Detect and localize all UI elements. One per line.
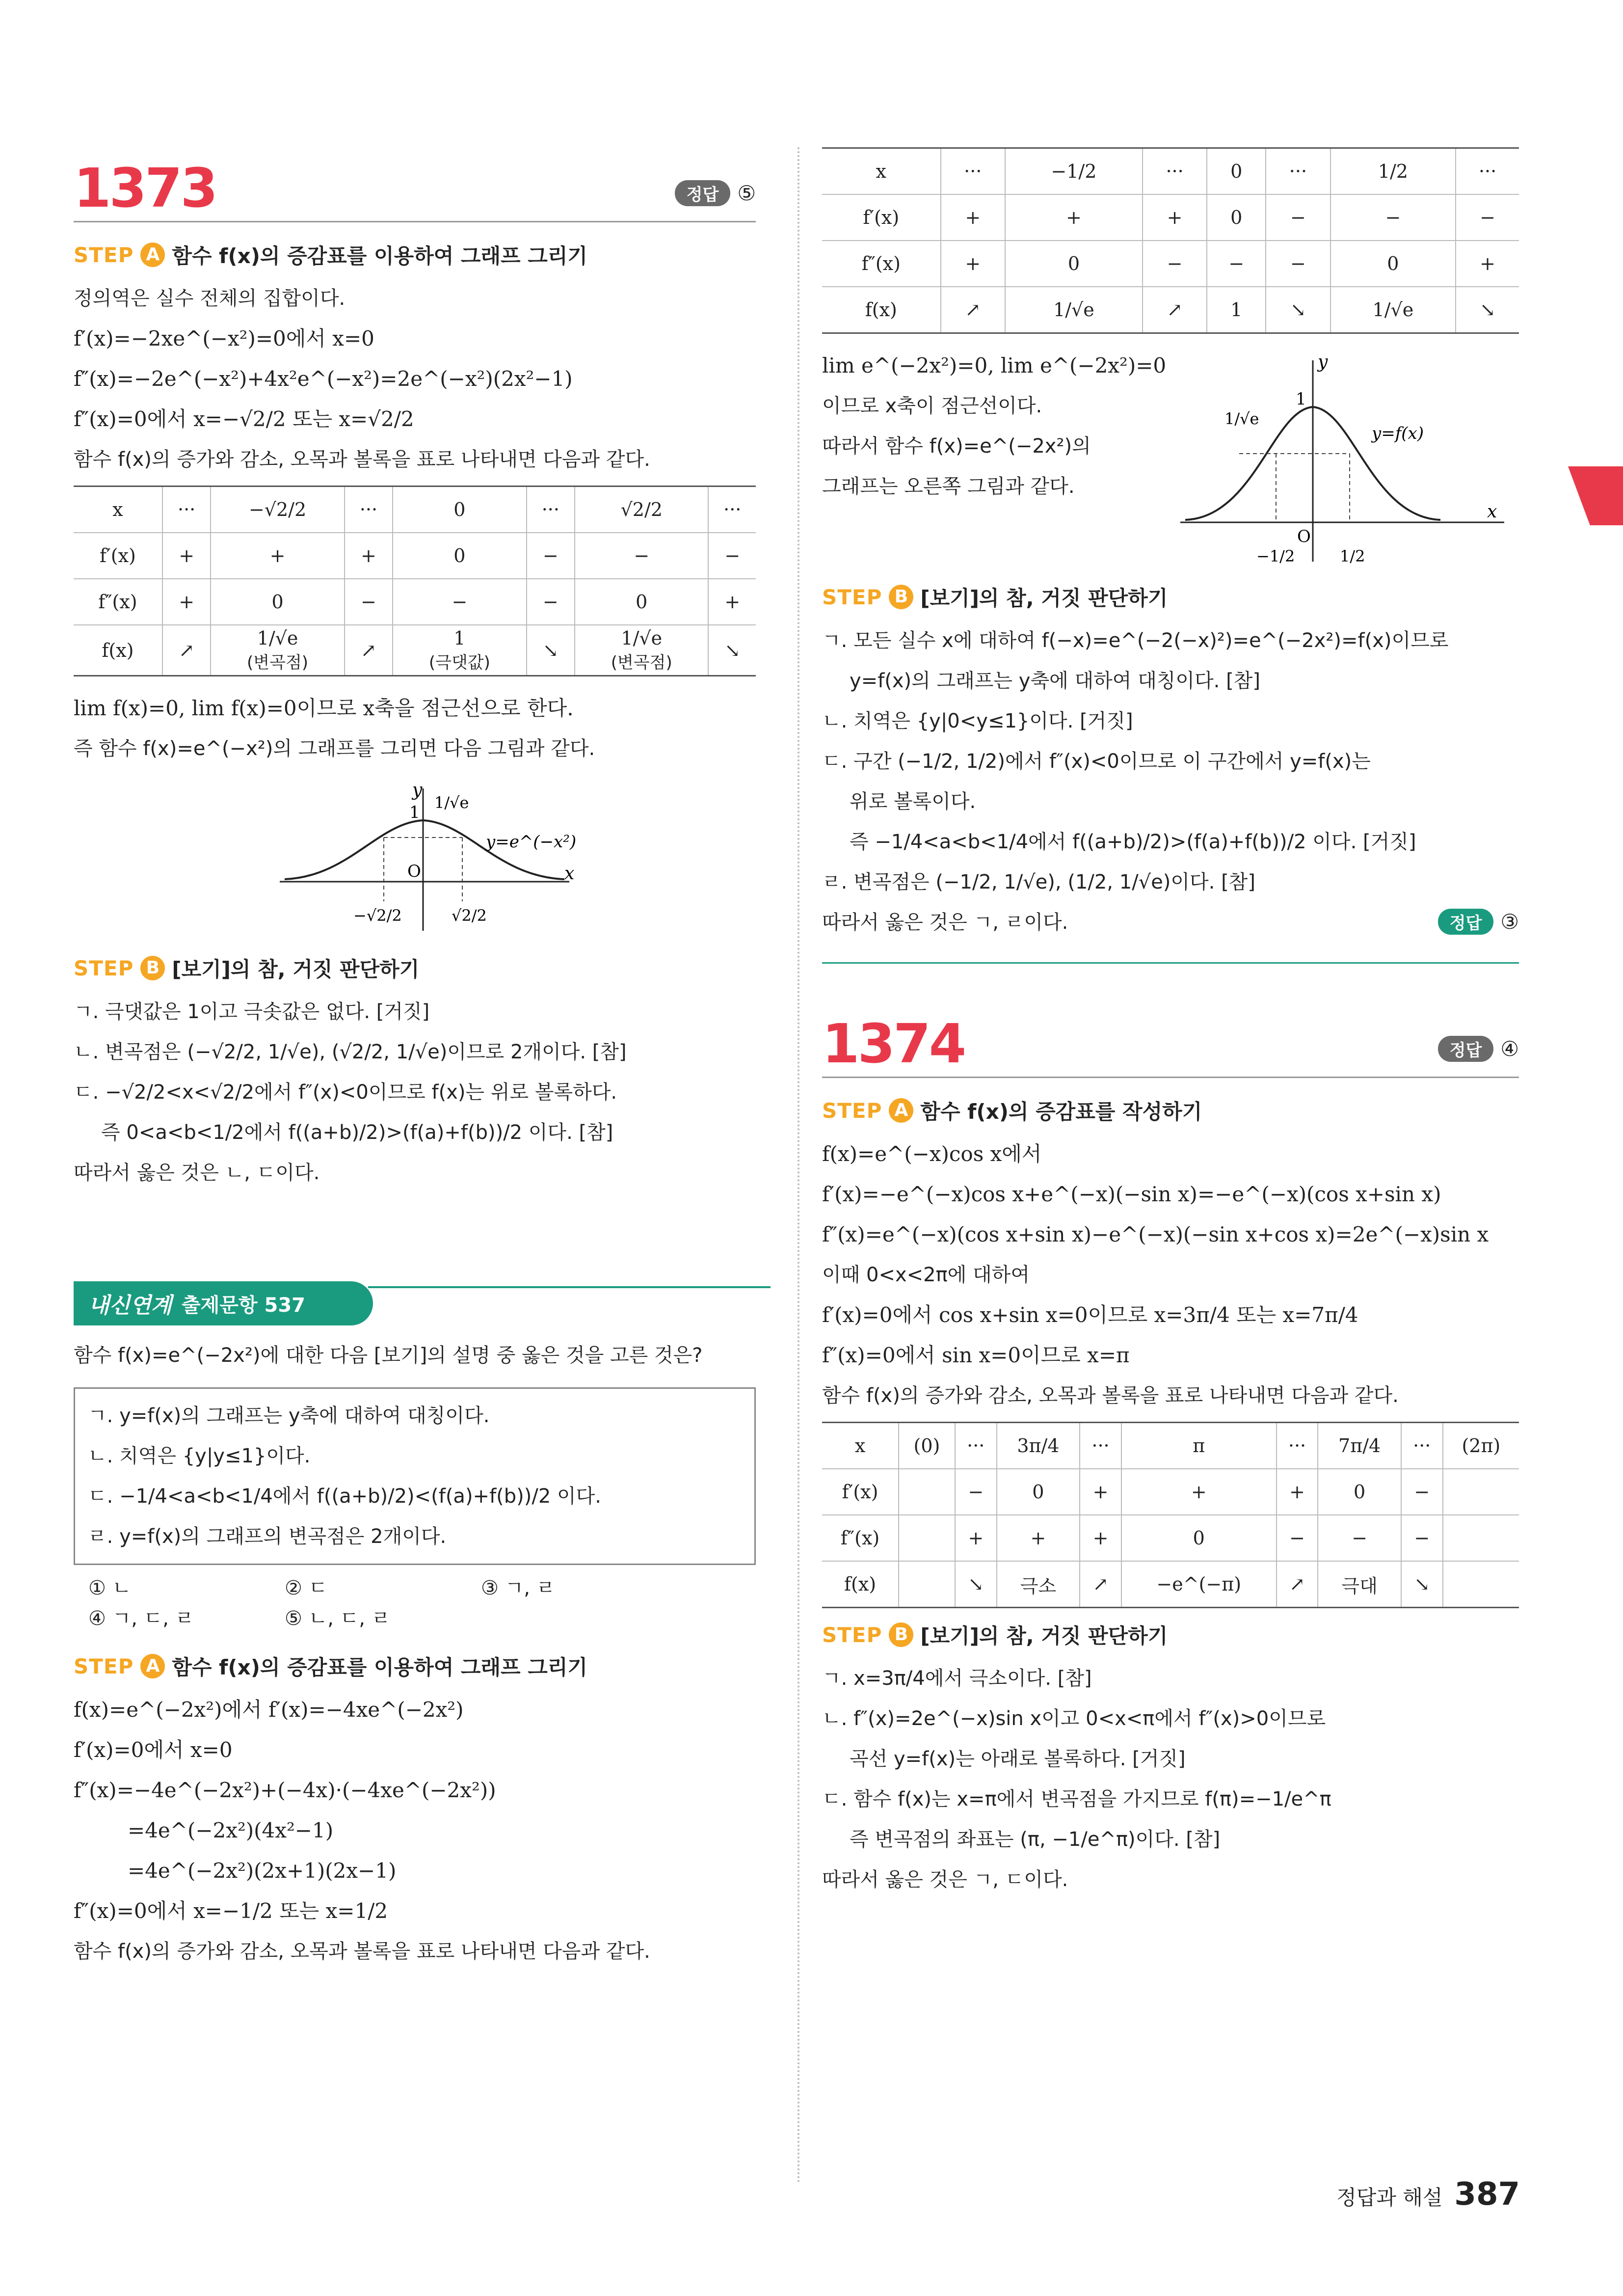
solution-line: 함수 f(x)의 증가와 감소, 오목과 볼록을 표로 나타내면 다음과 같다.	[74, 448, 650, 471]
solution-line: ㄴ. 치역은 {y|0<y≤1}이다. [거짓]	[822, 710, 1133, 732]
table-cell: x	[74, 486, 162, 533]
table-cell: +	[1456, 241, 1519, 287]
variation-table-537	[822, 147, 1519, 334]
conclusion-row	[822, 902, 1519, 943]
step-letter: A	[140, 1654, 165, 1678]
answer-value: ③	[1500, 910, 1519, 934]
solution-line: f″(x)=e^(−x)(cos x+sin x)−e^(−x)(−sin x+cos x)=2e^(−x)sin x	[822, 1222, 1489, 1246]
table-cell: 0	[1318, 1469, 1401, 1515]
table-cell: +	[1143, 194, 1207, 241]
table-cell: −	[1456, 194, 1519, 241]
question-text: 함수 f(x)=e^(−2x²)에 대한 다음 [보기]의 설명 중 옳은 것을 고른 것은?	[74, 1344, 703, 1367]
table-cell	[899, 1469, 955, 1515]
table-cell: −1/2	[1005, 148, 1143, 195]
banner-box	[74, 1281, 373, 1325]
step-letter: A	[140, 243, 165, 267]
table-cell: 1	[1207, 287, 1266, 333]
table-cell: +	[1005, 194, 1143, 241]
table-cell: f″(x)	[822, 241, 941, 287]
table-cell: ···	[1266, 148, 1330, 195]
table-cell: f″(x)	[74, 579, 162, 625]
table-cell: ↘	[527, 625, 575, 676]
table-cell: 7π/4	[1318, 1423, 1401, 1469]
table-cell: ↗	[1277, 1561, 1318, 1608]
step-title: [보기]의 참, 거짓 판단하기	[172, 957, 420, 981]
banner-rule	[368, 1286, 771, 1288]
top-value-label: 1	[1296, 389, 1306, 409]
table-cell: −	[955, 1469, 997, 1515]
solution-line: ㄷ. −√2/2<x<√2/2에서 f″(x)<0이므로 f(x)는 위로 볼록하다.	[74, 1081, 617, 1104]
table-cell: 0	[1207, 194, 1266, 241]
left-column	[74, 147, 756, 1972]
solution-line: ㄴ. f″(x)=2e^(−x)sin x이고 0<x<π에서 f″(x)>0이므로	[822, 1707, 1326, 1730]
choice-2[interactable]: ② ㄷ	[285, 1577, 328, 1599]
solution-line: 함수 f(x)의 증가와 감소, 오목과 볼록을 표로 나타내면 다음과 같다.	[822, 1384, 1399, 1407]
table-cell: −√2/2	[211, 486, 344, 533]
problem-1373-header	[74, 147, 756, 222]
solution-line: 즉 −1/4<a<b<1/4에서 f((a+b)/2)>(f(a)+f(b))/2 이다. [거짓]	[850, 831, 1416, 853]
top-value-label: 1	[409, 803, 420, 822]
table-cell: (0)	[899, 1423, 955, 1469]
step-tag: STEP	[74, 243, 134, 267]
solution-line: f″(x)=0에서 x=−√2/2 또는 x=√2/2	[74, 407, 414, 431]
answer-label: 정답	[675, 180, 731, 206]
table-cell	[899, 1561, 955, 1608]
step-title: 함수 f(x)의 증감표를 작성하기	[920, 1100, 1202, 1124]
table-row	[822, 1515, 1519, 1561]
bogi-box	[74, 1387, 756, 1565]
step-b-heading	[822, 1620, 1519, 1649]
solution-line: lim e^(−2x²)=0, lim e^(−2x²)=0	[822, 353, 1167, 378]
table-cell	[211, 625, 344, 676]
curve-label: y=f(x)	[1372, 424, 1424, 443]
table-cell: ↘	[708, 625, 756, 676]
step-b-body	[822, 1658, 1519, 1900]
table-cell	[899, 1515, 955, 1561]
step-tag: STEP	[822, 585, 882, 609]
solution-line: f″(x)=−2e^(−x²)+4x²e^(−x²)=2e^(−x²)(2x²−1)	[74, 367, 573, 391]
table-row	[822, 148, 1519, 195]
step-title: [보기]의 참, 거짓 판단하기	[920, 1624, 1168, 1648]
table-cell: ···	[1456, 148, 1519, 195]
curve-label: y=e^(−x²)	[486, 832, 577, 852]
table-cell: +	[211, 533, 344, 579]
x-label: x	[564, 864, 575, 884]
solution-line: y=f(x)의 그래프는 y축에 대하여 대칭이다. [참]	[850, 670, 1260, 692]
table-cell: −	[345, 579, 393, 625]
table-cell: 0	[1330, 241, 1456, 287]
bell-curve-graph-537	[1166, 346, 1509, 571]
step-tag: STEP	[822, 1098, 882, 1123]
y-label: y	[1318, 352, 1328, 372]
table-cell: +	[997, 1515, 1080, 1561]
table-row	[822, 241, 1519, 287]
solution-line: ㄱ. x=3π/4에서 극소이다. [참]	[822, 1667, 1092, 1690]
solution-line: f″(x)=0에서 sin x=0이므로 x=π	[822, 1343, 1130, 1367]
table-cell: ↗	[1143, 287, 1207, 333]
solution-line: 따라서 옳은 것은 ㄴ, ㄷ이다.	[74, 1162, 320, 1184]
solution-line: 즉 변곡점의 좌표는 (π, −1/e^π)이다. [참]	[850, 1828, 1221, 1851]
solution-line: =4e^(−2x²)(4x²−1)	[128, 1818, 334, 1842]
table-cell: ···	[1080, 1423, 1121, 1469]
limit-text	[822, 346, 1166, 507]
solution-line: 이때 0<x<2π에 대하여	[822, 1264, 1030, 1286]
table-row	[74, 625, 756, 676]
cell-value: 1	[453, 627, 466, 649]
table-cell: −e^(−π)	[1121, 1561, 1277, 1608]
table-cell: −	[527, 533, 575, 579]
solution-line: =4e^(−2x²)(2x+1)(2x−1)	[128, 1859, 397, 1883]
table-cell	[575, 625, 708, 676]
table-cell: 0	[211, 579, 344, 625]
table-cell: 0	[1121, 1515, 1277, 1561]
problem-number: 1373	[74, 157, 216, 219]
table-cell: 0	[1207, 148, 1266, 195]
table-cell	[393, 625, 526, 676]
solution-line: 따라서 함수 f(x)=e^(−2x²)의	[822, 435, 1091, 458]
step-a-body	[74, 278, 756, 480]
page-footer	[1336, 2176, 1520, 2213]
table-cell: ···	[941, 148, 1005, 195]
table-cell: −	[708, 533, 756, 579]
step-letter: B	[140, 956, 165, 980]
answer-label: 정답	[1438, 909, 1494, 935]
step-letter: B	[889, 1622, 913, 1647]
solution-line: f′(x)=−2xe^(−x²)=0에서 x=0	[74, 326, 374, 351]
step-b-body	[74, 992, 756, 1193]
solution-line: f″(x)=0에서 x=−1/2 또는 x=1/2	[74, 1899, 388, 1923]
table-cell: +	[345, 533, 393, 579]
table-cell: ↘	[955, 1561, 997, 1608]
step-a-body	[822, 1134, 1519, 1416]
answer-badge	[675, 180, 756, 206]
solution-line: 그래프는 오른쪽 그림과 같다.	[822, 475, 1075, 498]
table-row	[74, 486, 756, 533]
table-cell: ···	[955, 1423, 997, 1469]
solution-line: 즉 함수 f(x)=e^(−x²)의 그래프를 그리면 다음 그림과 같다.	[74, 737, 595, 760]
step-b-heading	[822, 582, 1519, 612]
bogi-item: ㄷ. −1/4<a<b<1/4에서 f((a+b)/2)<(f(a)+f(b))/2 이다.	[88, 1485, 601, 1508]
table-cell: f′(x)	[822, 1469, 899, 1515]
table-cell: −	[1277, 1515, 1318, 1561]
bell-curve-graph-1373	[74, 774, 756, 936]
table-cell: 1/2	[1330, 148, 1456, 195]
cell-note: (변곡점)	[611, 653, 672, 673]
banner-title: 내신연계	[88, 1293, 172, 1318]
table-cell: −	[1207, 241, 1266, 287]
table-cell: +	[162, 579, 211, 625]
table-cell: +	[708, 579, 756, 625]
variation-table-1374	[822, 1422, 1519, 1608]
answer-label: 정답	[1438, 1036, 1494, 1062]
table-cell: −	[1318, 1515, 1401, 1561]
table-row	[822, 1423, 1519, 1469]
table-cell: ···	[1143, 148, 1207, 195]
solution-line: 함수 f(x)의 증가와 감소, 오목과 볼록을 표로 나타내면 다음과 같다.	[74, 1940, 650, 1963]
table-cell: ↘	[1456, 287, 1519, 333]
cell-value: 1/√e	[257, 627, 298, 649]
section-divider	[822, 962, 1519, 964]
step-title: 함수 f(x)의 증감표를 이용하여 그래프 그리기	[172, 244, 587, 268]
table-cell: +	[1080, 1515, 1121, 1561]
table-row	[74, 579, 756, 625]
table-cell: −	[393, 579, 526, 625]
related-problem-banner	[74, 1281, 771, 1325]
table-cell: 1/√e	[1005, 287, 1143, 333]
choice-3[interactable]: ③ ㄱ, ㄹ	[481, 1577, 556, 1599]
table-row	[822, 1469, 1519, 1515]
answer-badge	[1438, 909, 1519, 935]
answer-value: ⑤	[737, 181, 756, 205]
table-cell: ···	[708, 486, 756, 533]
answer-badge	[1438, 1036, 1519, 1062]
step-a-body	[74, 1690, 756, 1972]
solution-line: f(x)=e^(−x)cos x에서	[822, 1142, 1042, 1166]
table-cell: ···	[1401, 1423, 1443, 1469]
answer-choices	[74, 1573, 756, 1634]
choice-4[interactable]: ④ ㄱ, ㄷ, ㄹ	[88, 1607, 194, 1630]
origin-label: O	[407, 862, 421, 881]
solution-line: f′(x)=−e^(−x)cos x+e^(−x)(−sin x)=−e^(−x)(cos x+sin x)	[822, 1182, 1441, 1206]
solution-line: 즉 0<a<b<1/2에서 f((a+b)/2)>(f(a)+f(b))/2 이다. [참]	[101, 1121, 613, 1144]
table-cell: 3π/4	[997, 1423, 1080, 1469]
step-letter: B	[889, 585, 913, 609]
table-cell: +	[941, 241, 1005, 287]
x-label: x	[1487, 502, 1497, 522]
limit-and-graph	[822, 346, 1519, 571]
table-cell: +	[941, 194, 1005, 241]
table-cell: f″(x)	[822, 1515, 899, 1561]
table-cell: −	[575, 533, 708, 579]
table-cell	[1443, 1469, 1519, 1515]
table-cell: π	[1121, 1423, 1277, 1469]
table-cell: +	[162, 533, 211, 579]
table-row	[822, 194, 1519, 241]
table-cell: +	[1277, 1469, 1318, 1515]
step-b-body	[822, 621, 1519, 943]
table-cell: ↗	[345, 625, 393, 676]
right-column	[822, 147, 1519, 1900]
answer-value: ④	[1500, 1037, 1519, 1061]
banner-subtitle: 출제문항 537	[182, 1294, 305, 1317]
table-cell: −	[1401, 1515, 1443, 1561]
footer-label: 정답과 해설	[1336, 2186, 1443, 2210]
table-cell: −	[1330, 194, 1456, 241]
solution-line: lim f(x)=0, lim f(x)=0이므로 x축을 점근선으로 한다.	[74, 696, 574, 720]
solution-line: f″(x)=−4e^(−2x²)+(−4x)·(−4xe^(−2x²))	[74, 1778, 496, 1802]
solution-line: f(x)=e^(−2x²)에서 f′(x)=−4xe^(−2x²)	[74, 1698, 464, 1722]
table-cell: 0	[1005, 241, 1143, 287]
table-cell: x	[822, 1423, 899, 1469]
step-tag: STEP	[822, 1622, 882, 1647]
table-cell: √2/2	[575, 486, 708, 533]
table-cell: (2π)	[1443, 1423, 1519, 1469]
problem-number: 1374	[822, 1012, 965, 1075]
solution-line: ㄹ. 변곡점은 (−1/2, 1/√e), (1/2, 1/√e)이다. [참]	[822, 871, 1255, 893]
table-cell: ↗	[941, 287, 1005, 333]
bogi-item: ㄴ. 치역은 {y|y≤1}이다.	[88, 1445, 311, 1467]
tick-label-left: −1/2	[1256, 547, 1295, 566]
step-title: 함수 f(x)의 증감표를 이용하여 그래프 그리기	[172, 1655, 587, 1679]
table-cell: f′(x)	[822, 194, 941, 241]
table-cell: +	[1080, 1469, 1121, 1515]
step-a-heading	[74, 240, 756, 270]
table-cell: f(x)	[822, 1561, 899, 1608]
step-a-heading	[822, 1096, 1519, 1125]
table-cell: ···	[527, 486, 575, 533]
step-letter: A	[889, 1098, 913, 1123]
table-cell: ···	[162, 486, 211, 533]
table-cell: f′(x)	[74, 533, 162, 579]
table-cell: f(x)	[74, 625, 162, 676]
step-b-heading	[74, 953, 756, 983]
table-cell	[1443, 1561, 1519, 1608]
variation-table-1373	[74, 486, 756, 676]
step-tag: STEP	[74, 956, 134, 980]
table-cell: 0	[393, 533, 526, 579]
table-cell: ···	[345, 486, 393, 533]
inflection-value-label: 1/√e	[434, 793, 469, 812]
solution-line: 따라서 옳은 것은 ㄱ, ㄹ이다.	[822, 911, 1068, 934]
solution-line: 정의역은 실수 전체의 집합이다.	[74, 287, 346, 310]
table-cell: x	[822, 148, 941, 195]
table-cell: ↗	[162, 625, 211, 676]
step-a-heading	[74, 1651, 756, 1681]
table-cell: 극소	[997, 1561, 1080, 1608]
solution-line: ㄱ. 모든 실수 x에 대하여 f(−x)=e^(−2(−x)²)=e^(−2x²)=f(x)이므로	[822, 629, 1449, 652]
solution-line: 곡선 y=f(x)는 아래로 볼록하다. [거짓]	[850, 1748, 1186, 1770]
choice-1[interactable]: ① ㄴ	[88, 1577, 132, 1599]
table-cell: 0	[393, 486, 526, 533]
table-cell: +	[955, 1515, 997, 1561]
table-row	[822, 1561, 1519, 1608]
table-cell: ↘	[1266, 287, 1330, 333]
chapter-tab	[1568, 466, 1623, 525]
table-cell: −	[1401, 1469, 1443, 1515]
column-divider	[798, 147, 799, 2185]
solution-line: ㄷ. 구간 (−1/2, 1/2)에서 f″(x)<0이므로 이 구간에서 y=f(x)는	[822, 750, 1371, 773]
solution-line: ㄱ. 극댓값은 1이고 극솟값은 없다. [거짓]	[74, 1000, 430, 1023]
table-cell: ↘	[1401, 1561, 1443, 1608]
tick-label-left: −√2/2	[353, 906, 402, 925]
solution-line: f′(x)=0에서 cos x+sin x=0이므로 x=3π/4 또는 x=7π/4	[822, 1303, 1358, 1327]
cell-note: (변곡점)	[247, 653, 309, 673]
choice-5[interactable]: ⑤ ㄴ, ㄷ, ㄹ	[285, 1607, 391, 1630]
page-number: 387	[1454, 2176, 1520, 2213]
table-cell: 0	[575, 579, 708, 625]
table-row	[822, 287, 1519, 333]
table-cell: +	[1121, 1469, 1277, 1515]
table-cell: ···	[1277, 1423, 1318, 1469]
step-title: [보기]의 참, 거짓 판단하기	[920, 586, 1168, 610]
table-cell	[1443, 1515, 1519, 1561]
table-cell: f(x)	[822, 287, 941, 333]
table-cell: −	[1266, 241, 1330, 287]
step-tag: STEP	[74, 1654, 134, 1678]
solution-line: ㄴ. 변곡점은 (−√2/2, 1/√e), (√2/2, 1/√e)이므로 2개이다. [참]	[74, 1041, 627, 1063]
table-row	[74, 533, 756, 579]
inflection-value-label: 1/√e	[1224, 409, 1259, 428]
table-cell: 1/√e	[1330, 287, 1456, 333]
solution-line: f′(x)=0에서 x=0	[74, 1738, 233, 1762]
problem-1374-header	[822, 1003, 1519, 1078]
table-cell: −	[1143, 241, 1207, 287]
table-cell: −	[1266, 194, 1330, 241]
cell-note: (극댓값)	[428, 653, 490, 673]
y-label: y	[412, 780, 423, 800]
origin-label: O	[1297, 527, 1311, 546]
solution-line: 따라서 옳은 것은 ㄱ, ㄷ이다.	[822, 1868, 1068, 1891]
table-cell: −	[527, 579, 575, 625]
solution-line: ㄷ. 함수 f(x)는 x=π에서 변곡점을 가지므로 f(π)=−1/e^π	[822, 1788, 1331, 1810]
tick-label-right: 1/2	[1340, 547, 1365, 566]
solution-line: 위로 볼록이다.	[850, 790, 976, 813]
tick-label-right: √2/2	[452, 906, 487, 925]
cell-value: 1/√e	[621, 627, 663, 649]
table-cell: ↗	[1080, 1561, 1121, 1608]
solution-line: 이므로 x축이 점근선이다.	[822, 395, 1042, 417]
table-cell: 극대	[1318, 1561, 1401, 1608]
bogi-item: ㄱ. y=f(x)의 그래프는 y축에 대하여 대칭이다.	[88, 1405, 490, 1427]
bogi-item: ㄹ. y=f(x)의 그래프의 변곡점은 2개이다.	[88, 1525, 447, 1548]
table-cell: 0	[997, 1469, 1080, 1515]
